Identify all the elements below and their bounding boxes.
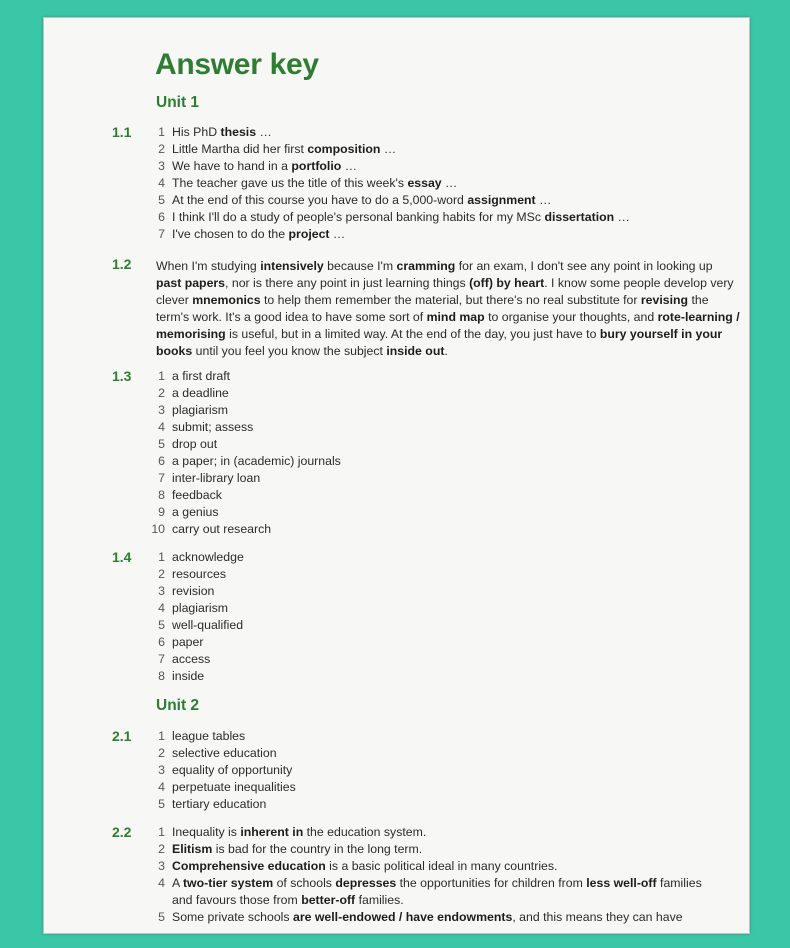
item-number: 2 <box>158 746 165 760</box>
unit-2-heading: Unit 2 <box>156 697 200 714</box>
item-text: plagiarism <box>172 403 229 417</box>
section-1-4-label: 1.4 <box>112 549 132 565</box>
item-text: well-qualified <box>172 618 244 632</box>
item-number: 4 <box>158 601 165 615</box>
item-text: Elitism is bad for the country in the long term. <box>172 842 423 856</box>
item-number: 8 <box>158 488 165 502</box>
list-item <box>150 436 341 453</box>
list-item <box>150 192 630 209</box>
item-number: 6 <box>158 210 165 224</box>
list-item <box>150 470 341 487</box>
section-2-1-list <box>150 728 296 813</box>
list-item <box>150 158 630 175</box>
list-item <box>150 226 630 243</box>
item-number: 9 <box>158 505 165 519</box>
item-number: 4 <box>158 876 165 890</box>
item-text: access <box>172 652 211 666</box>
item-number: 7 <box>158 471 165 485</box>
section-1-2-label: 1.2 <box>112 256 132 272</box>
list-item <box>150 175 630 192</box>
unit-1-heading: Unit 1 <box>156 94 200 111</box>
item-text: inside <box>172 669 205 683</box>
item-number: 3 <box>158 859 165 873</box>
list-item <box>150 566 244 583</box>
item-number: 7 <box>158 652 165 666</box>
list-item <box>150 909 702 926</box>
item-text: selective education <box>172 746 277 760</box>
item-number: 4 <box>158 420 165 434</box>
list-item <box>150 368 341 385</box>
section-1-2-paragraph: When I'm studying intensively because I'm cramming for an exam, I don't see any point in looking up past papers, nor is there any point in just learning things (off) by heart. I know some people develop very clever mnemonics to help them remember the material, but there's no real substitute for revising the term's work. It's a good idea to have some sort of mind map to organise your thoughts, and rote-learning / memorising is useful, but in a limited way. At the end of the day, you just have to bury yourself in your books until you feel you know the subject inside out. <box>156 259 740 358</box>
list-item <box>150 762 296 779</box>
item-number: 6 <box>158 635 165 649</box>
list-item <box>150 583 244 600</box>
list-item <box>150 504 341 521</box>
list-item <box>150 728 296 745</box>
item-text: equality of opportunity <box>172 763 293 777</box>
section-2-1-label: 2.1 <box>112 728 132 744</box>
item-number: 2 <box>158 142 165 156</box>
list-item <box>150 875 702 892</box>
item-text: tertiary education <box>172 797 267 811</box>
list-item <box>150 600 244 617</box>
item-text: I've chosen to do the project … <box>172 227 346 241</box>
section-1-3-list <box>150 368 341 538</box>
item-number: 3 <box>158 403 165 417</box>
item-number: 2 <box>158 386 165 400</box>
item-text: a deadline <box>172 386 229 400</box>
item-text: a first draft <box>172 369 231 383</box>
item-text: acknowledge <box>172 550 244 564</box>
list-item <box>150 549 244 566</box>
item-number: 5 <box>158 193 165 207</box>
item-text: Little Martha did her first composition … <box>172 142 397 156</box>
list-item <box>150 745 296 762</box>
item-number: 5 <box>158 618 165 632</box>
list-item <box>150 841 702 858</box>
item-text: We have to hand in a portfolio … <box>172 159 357 173</box>
item-text: inter-library loan <box>172 471 261 485</box>
page-title: Answer key <box>155 48 319 81</box>
item-number: 5 <box>158 437 165 451</box>
item-text: At the end of this course you have to do a 5,000-word assignment … <box>172 193 552 207</box>
list-item <box>150 487 341 504</box>
list-item <box>150 419 341 436</box>
list-item <box>150 634 244 651</box>
item-number: 2 <box>158 567 165 581</box>
item-text: perpetuate inequalities <box>172 780 296 794</box>
item-number: 1 <box>158 369 165 383</box>
list-item <box>150 209 630 226</box>
item-text: paper <box>172 635 204 649</box>
item-text: and favours those from better-off families. <box>172 893 404 907</box>
item-number: 3 <box>158 763 165 777</box>
list-item <box>150 521 341 538</box>
section-2-2-label: 2.2 <box>112 824 132 840</box>
item-number: 1 <box>158 729 165 743</box>
section-1-3-label: 1.3 <box>112 368 132 384</box>
section-1-1-label: 1.1 <box>112 124 132 140</box>
item-number: 4 <box>158 176 165 190</box>
item-text: revision <box>172 584 215 598</box>
item-number: 5 <box>158 797 165 811</box>
list-item <box>150 796 296 813</box>
item-text: a paper; in (academic) journals <box>172 454 341 468</box>
list-item <box>150 824 702 841</box>
item-text: The teacher gave us the title of this week's essay … <box>172 176 458 190</box>
list-item <box>150 617 244 634</box>
item-text: Inequality is inherent in the education system. <box>172 825 427 839</box>
item-text: Some private schools are well-endowed / have endowments, and this means they can have <box>172 910 683 924</box>
item-number: 1 <box>158 825 165 839</box>
item-text: His PhD thesis … <box>172 125 272 139</box>
list-item <box>150 402 341 419</box>
item-number: 2 <box>158 842 165 856</box>
item-text: I think I'll do a study of people's personal banking habits for my MSc dissertation … <box>172 210 630 224</box>
list-item <box>150 892 702 909</box>
item-number: 10 <box>151 522 165 536</box>
item-number: 7 <box>158 227 165 241</box>
item-text: submit; assess <box>172 420 254 434</box>
item-number: 3 <box>158 584 165 598</box>
item-number: 8 <box>158 669 165 683</box>
item-number: 5 <box>158 910 165 924</box>
item-number: 1 <box>158 125 165 139</box>
item-text: Comprehensive education is a basic political ideal in many countries. <box>172 859 558 873</box>
list-item <box>150 668 244 685</box>
list-item <box>150 385 341 402</box>
item-text: plagiarism <box>172 601 229 615</box>
list-item <box>150 779 296 796</box>
item-number: 6 <box>158 454 165 468</box>
section-1-1-list <box>150 124 630 243</box>
list-item <box>150 124 630 141</box>
item-text: carry out research <box>172 522 272 536</box>
item-text: A two-tier system of schools depresses the opportunities for children from less well-off families <box>172 876 702 890</box>
answer-key-page <box>43 17 750 934</box>
list-item <box>150 453 341 470</box>
list-item <box>150 141 630 158</box>
item-text: resources <box>172 567 226 581</box>
item-number: 4 <box>158 780 165 794</box>
list-item <box>150 858 702 875</box>
section-2-2-list <box>150 824 702 926</box>
item-text: feedback <box>172 488 222 502</box>
item-text: drop out <box>172 437 218 451</box>
item-text: a genius <box>172 505 219 519</box>
section-1-4-list <box>150 549 244 685</box>
item-number: 3 <box>158 159 165 173</box>
list-item <box>150 651 244 668</box>
item-text: league tables <box>172 729 246 743</box>
item-number: 1 <box>158 550 165 564</box>
